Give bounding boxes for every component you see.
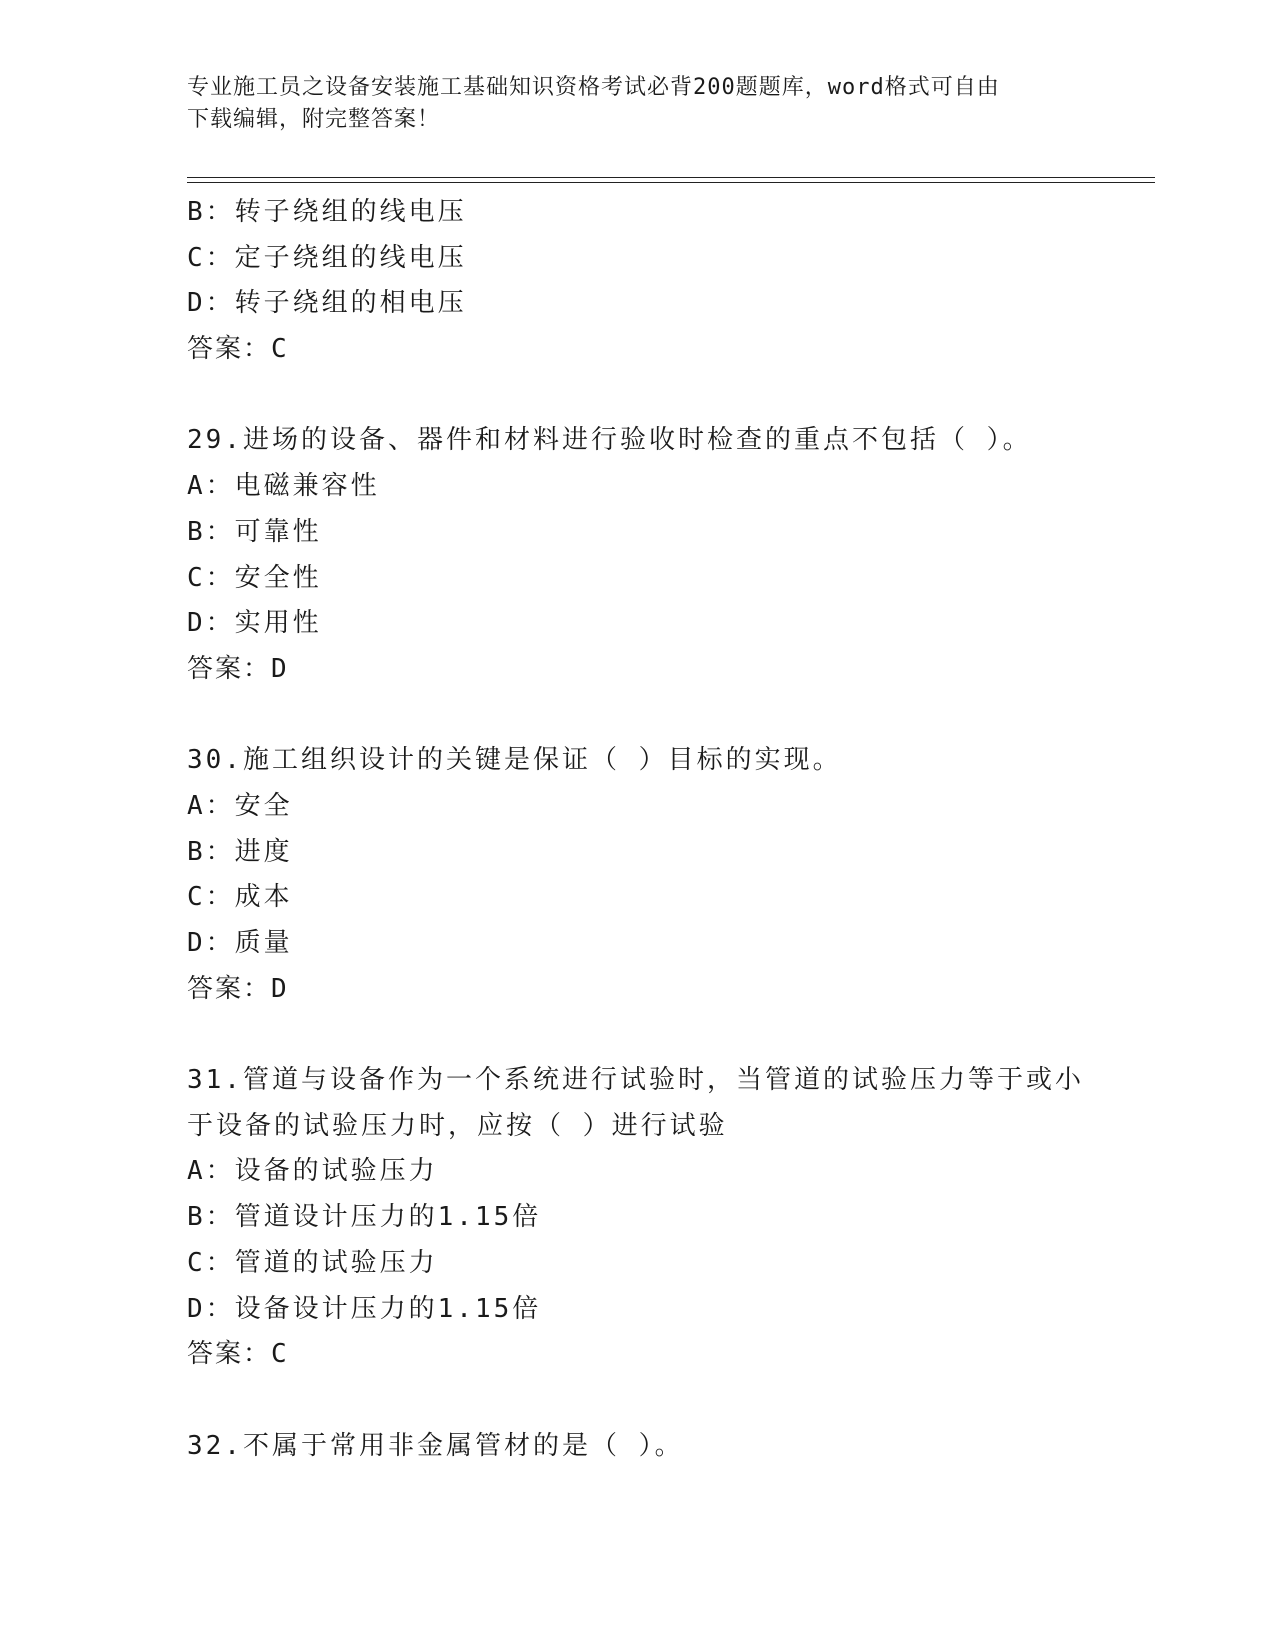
header-divider-top [187,177,1155,178]
option-d: D：实用性 [187,608,322,639]
answer: 答案：D [187,973,289,1004]
question-stem: 29.进场的设备、器件和材料进行验收时检查的重点不包括（ ）。 [187,425,1032,456]
option-d: D：质量 [187,928,293,958]
option-a: A：电磁兼容性 [187,471,380,502]
question-32 [187,1424,1087,1470]
answer: 答案：C [187,334,289,365]
question-stem: 30.施工组织设计的关键是保证（ ）目标的实现。 [187,745,842,776]
option-b: B：管道设计压力的1.15倍 [187,1202,542,1233]
option-d: D：转子绕组的相电压 [187,288,467,319]
option-c: C：成本 [187,882,293,913]
question-30 [187,738,1087,1012]
question-stem-line-2: 于设备的试验压力时，应按（ ）进行试验 [187,1110,728,1141]
header-line-2: 下载编辑，附完整答案！ [187,107,441,132]
option-c: C：管道的试验压力 [187,1247,438,1278]
answer: 答案：D [187,653,289,684]
option-b: B：进度 [187,836,293,867]
question-content [187,190,1087,1469]
option-d: D：设备设计压力的1.15倍 [187,1293,542,1324]
document-header [187,72,1087,136]
option-b: B：转子绕组的线电压 [187,197,467,227]
prev-question [187,190,1087,373]
option-c: C：定子绕组的线电压 [187,242,467,273]
option-b: B：可靠性 [187,516,322,547]
question-31 [187,1058,1087,1378]
question-stem: 32.不属于常用非金属管材的是（ ）。 [187,1430,684,1461]
option-c: C：安全性 [187,562,322,593]
option-a: A：设备的试验压力 [187,1156,438,1187]
answer: 答案：C [187,1339,289,1370]
header-divider-bottom [187,182,1155,183]
question-29 [187,418,1087,692]
question-stem-line-1: 31.管道与设备作为一个系统进行试验时，当管道的试验压力等于或小 [187,1065,1084,1096]
option-a: A：安全 [187,790,293,821]
header-line-1: 专业施工员之设备安装施工基础知识资格考试必背200题题库，word格式可自由 [187,75,1000,100]
